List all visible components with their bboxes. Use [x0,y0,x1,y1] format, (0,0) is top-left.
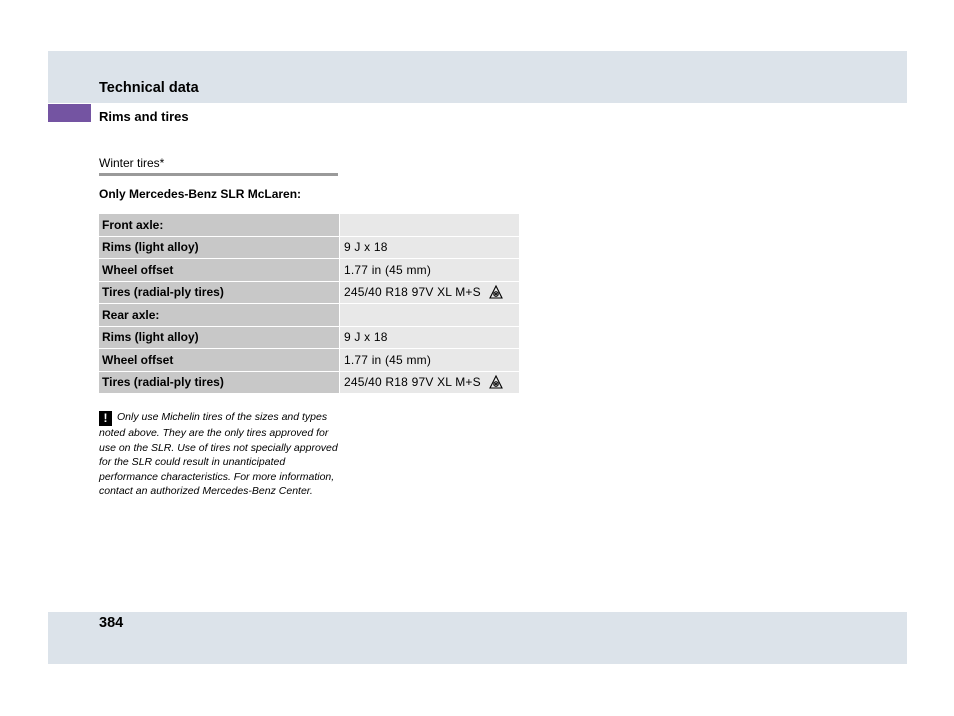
table-row [99,304,519,326]
row-value: 245/40 R18 97V XL M+S [344,285,481,300]
snowflake-mountain-icon [489,375,503,389]
warning-text: Only use Michelin tires of the sizes and types noted above. They are the only tires approved for use on the SLR. Use of tires not specially approved for the SLR could result in unanticipated performance characteristics. For more information, contact an authorized Mercedes-Benz Center. [99,411,338,498]
snowflake-mountain-icon [489,285,503,299]
section-title: Technical data [99,80,199,96]
model-note: Only Mercedes-Benz SLR McLaren: [99,187,302,201]
option-heading: Winter tires* [99,156,165,170]
row-value: 245/40 R18 97V XL M+S [344,375,481,390]
warning-note [99,410,339,499]
row-label: Rims (light alloy) [99,327,339,349]
table-row [99,259,519,281]
row-value-cell [340,282,519,304]
table-row [99,237,519,259]
row-label: Rear axle: [99,304,339,326]
row-label: Tires (radial-ply tires) [99,282,339,304]
spec-table [99,214,519,394]
row-label: Rims (light alloy) [99,237,339,259]
table-row [99,372,519,394]
page-number: 384 [99,615,124,631]
row-label: Wheel offset [99,349,339,371]
exclamation-icon: ! [99,411,112,426]
row-value [340,214,519,236]
row-value [340,304,519,326]
row-label: Front axle: [99,214,339,236]
row-label: Tires (radial-ply tires) [99,372,339,394]
table-row [99,327,519,349]
row-value: 9 J x 18 [340,237,519,259]
heading-rule [99,173,338,176]
row-label: Wheel offset [99,259,339,281]
row-value: 1.77 in (45 mm) [340,259,519,281]
table-row [99,214,519,236]
subsection-title: Rims and tires [99,109,189,124]
section-accent-tab [48,104,91,122]
row-value: 1.77 in (45 mm) [340,349,519,371]
row-value-cell [340,372,519,394]
row-value: 9 J x 18 [340,327,519,349]
table-row [99,349,519,371]
table-row [99,282,519,304]
footer-band [48,612,907,664]
